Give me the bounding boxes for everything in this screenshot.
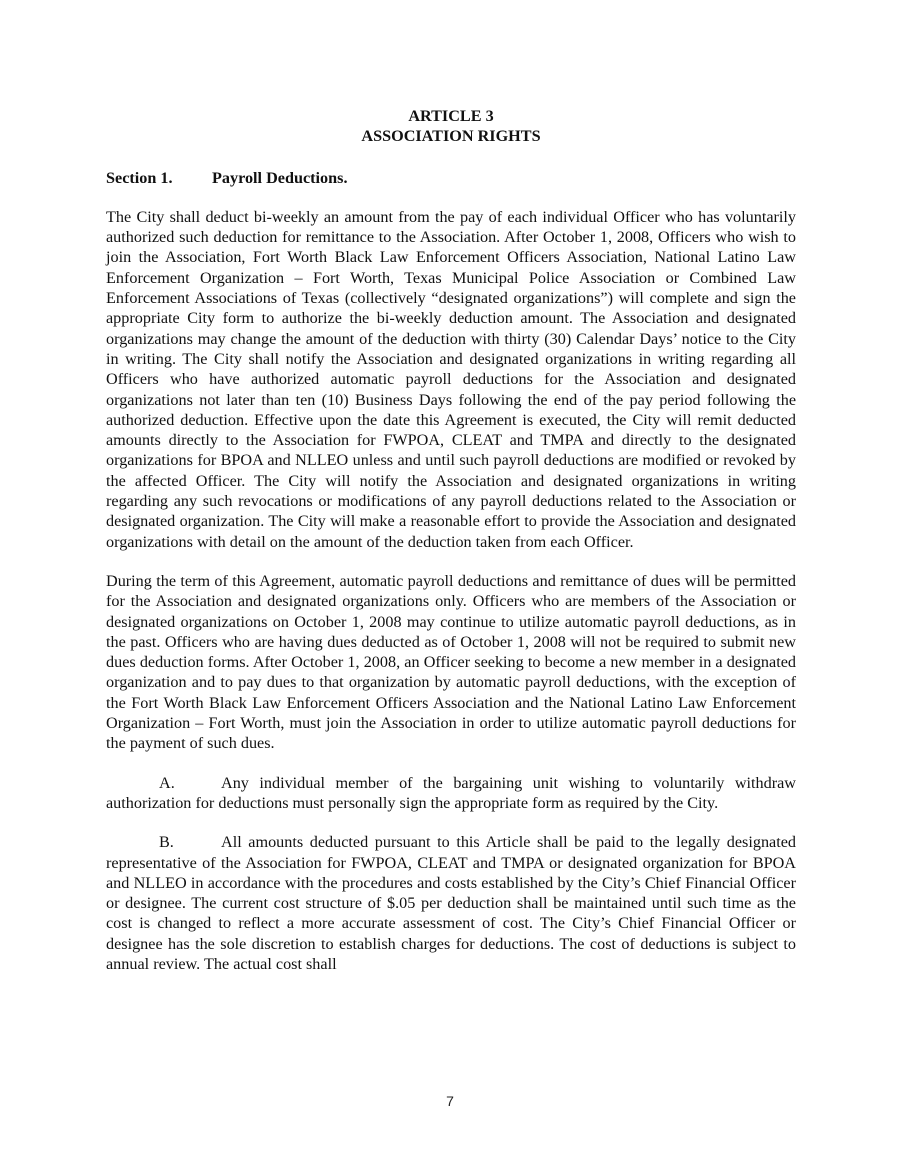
paragraph-payroll-deduction: The City shall deduct bi-weekly an amount from the pay of each individual Officer who has voluntarily authorized such deduction for remittance to the Association. After October 1, 2008, Officers who wish to join the Association, Fort Worth Black Law Enforcement Officers Association, National Latino Law Enforcement Organization – Fort Worth, Texas Municipal Police Association or Combined Law Enforcement Associations of Texas (collectively “designated organizations”) will complete and sign the appropriate City form to authorize the bi-weekly deduction amount. The Association and designated organizations may change the amount of the deduction with thirty (30) Calendar Days’ notice to the City in writing. The City shall notify the Association and designated organizations in writing regarding all Officers who have authorized automatic payroll deductions for the Association and designated organizations not later than ten (10) Business Days following the end of the pay period following the authorized deduction. Effective upon the date this Agreement is executed, the City will remit deducted amounts directly to the Association for FWPOA, CLEAT and TMPA and directly to the designated organizations for BPOA and NLLEO unless and until such payroll deductions are modified or revoked by the affected Officer. The City will notify the Association and designated organizations in writing regarding any such revocations or modifications of any payroll deductions related to the Association or designated organization. The City will make a reasonable effort to provide the Association and designated organizations with detail on the amount of the deduction taken from each Officer.: [106, 207, 796, 551]
subsection-a-text: Any individual member of the bargaining unit wishing to voluntarily withdraw authorization for deductions must personally sign the appropriate form as required by the City.: [106, 773, 796, 812]
section-title: Payroll Deductions.: [212, 168, 348, 187]
article-number: ARTICLE 3: [408, 107, 494, 125]
section-number: Section 1.: [106, 168, 173, 187]
subsection-a: [106, 773, 796, 814]
paragraph-dues-remittance: During the term of this Agreement, automatic payroll deductions and remittance of dues will be permitted for the Association and designated organizations only. Officers who are members of the Association or designated organizations on October 1, 2008 may continue to utilize automatic payroll deductions, as in the past. Officers who are having dues deducted as of October 1, 2008 will not be required to submit new dues deduction forms. After October 1, 2008, an Officer seeking to become a new member in a designated organization and to pay dues to that organization by automatic payroll deductions, with the exception of the Fort Worth Black Law Enforcement Officers Association and the National Latino Law Enforcement Organization – Fort Worth, must join the Association in order to utilize automatic payroll deductions for the payment of such dues.: [106, 571, 796, 753]
section-heading: [106, 168, 796, 188]
article-title: ASSOCIATION RIGHTS: [361, 127, 541, 146]
page-number: 7: [446, 1093, 454, 1109]
subsection-b-letter: B.: [159, 833, 174, 852]
subsection-b-text: All amounts deducted pursuant to this Article shall be paid to the legally designated representative of the Association for FWPOA, CLEAT and TMPA or designated organization for BPOA and NLLEO in accordance with the procedures and costs established by the City’s Chief Financial Officer or designee. The current cost structure of $.05 per deduction shall be maintained until such time as the cost is changed to reflect a more accurate assessment of cost. The City’s Chief Financial Officer or designee has the sole discretion to establish charges for deductions. The cost of deductions is subject to annual review. The actual cost shall: [106, 833, 796, 973]
subsection-a-letter: A.: [159, 773, 175, 792]
subsection-b: [106, 832, 796, 974]
document-page: [106, 106, 796, 974]
